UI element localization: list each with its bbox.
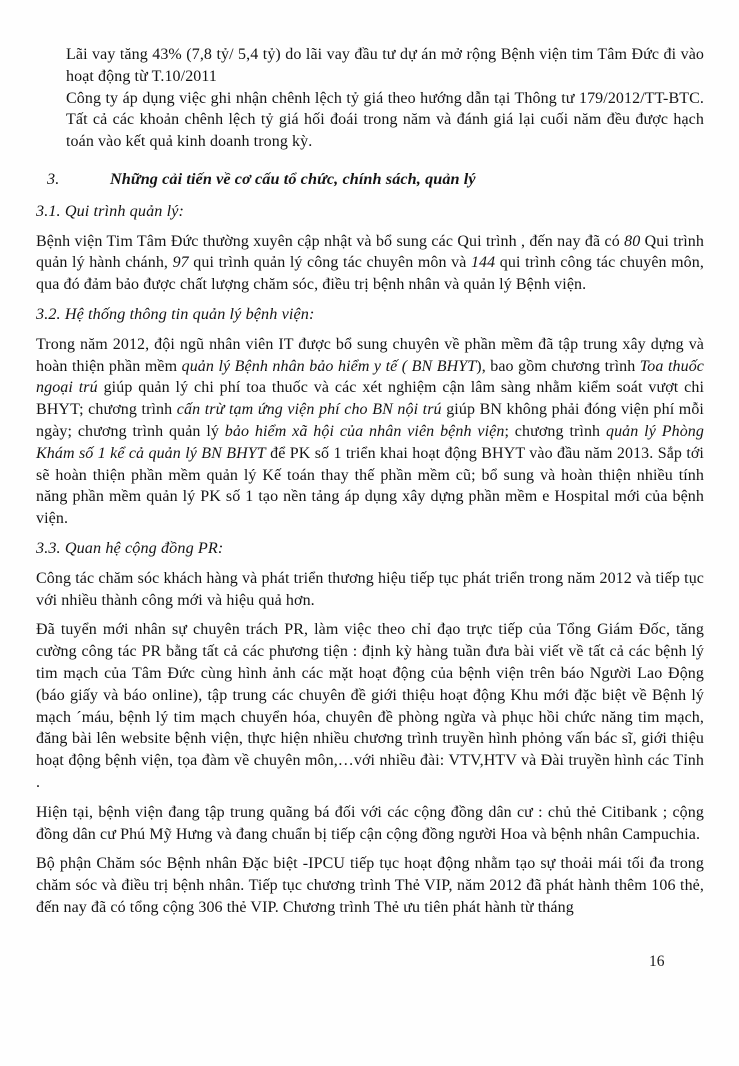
text-run: Bệnh viện Tim Tâm Đức thường xuyên cập nhật và bổ sung các Qui trình , đến nay đã có xyxy=(36,232,625,250)
text-run-italic-software-toa-thuoc: Toa thuốc ngoại trú xyxy=(36,357,704,397)
intro-block xyxy=(36,44,704,153)
text-run: để PK số 1 triển khai hoạt động BHYT vào đầu năm 2013. Sắp tới sẽ hoàn thiện phần mềm quản lý Kế toán thay thế phần mềm cũ; bổ sung và hoàn thiện nhiều tính năng phần mềm quản lý PK số 1 tạo nền tảng áp dụng xây dựng phần mềm e Hospital mới của bệnh viện. xyxy=(36,444,704,528)
text-run-italic-software-can-tru: cấn trừ tạm ứng viện phí cho BN nội trú xyxy=(176,401,442,419)
paragraph-customer-care: Công tác chăm sóc khách hàng và phát triển thương hiệu tiếp tục phát triển trong năm 2012 và tiếp tục với nhiều thành công mới và hiệu quả hơn. xyxy=(36,569,704,609)
paragraph-community-outreach: Hiện tại, bệnh viện đang tập trung quãng bá đối với các cộng đồng dân cư : chủ thẻ Citibank ; cộng đồng dân cư Phú Mỹ Hưng và đang chuẩn bị tiếp cận cộng đồng người Hoa và bệnh nhân Campuchia. xyxy=(36,803,704,843)
section-3-3-heading: 3.3. Quan hệ cộng đồng PR: xyxy=(36,538,224,557)
text-run: qui trình quản lý công tác chuyên môn và xyxy=(188,254,471,272)
text-run: giúp quản lý chi phí toa thuốc và các xét nghiệm cận lâm sàng nhằm kiểm soát vượt chi BHYT; chương trình xyxy=(36,379,704,419)
text-run: Qui trình quản lý hành chánh, xyxy=(36,232,704,272)
section-3-1-heading: 3.1. Qui trình quản lý: xyxy=(36,201,184,220)
text-run: ), bao gồm chương trình xyxy=(476,357,640,375)
text-run-italic-count-97: 97 xyxy=(172,254,189,272)
page-number: 16 xyxy=(649,953,665,970)
section-3-heading xyxy=(36,169,704,191)
text-run-italic-software-bhxh: bảo hiểm xã hội của nhân viên bệnh viện xyxy=(224,422,505,440)
page-content xyxy=(36,44,704,927)
text-run-italic-count-144: 144 xyxy=(470,254,496,272)
paragraph-exchange-rate-policy: Công ty áp dụng việc ghi nhận chênh lệch tỷ giá theo hướng dẫn tại Thông tư 179/2012/TT-BTC. Tất cả các khoản chênh lệch tỷ giá hối đoái trong năm và đánh giá lại cuối năm đều được hạch toán vào kết quả kinh doanh trong kỳ. xyxy=(66,89,704,151)
text-run-italic-software-phong-kham: quản lý Phòng Khám số 1 kể cả quản lý BN BHYT xyxy=(36,422,704,462)
section-3-number: 3. xyxy=(47,169,60,188)
paragraph-qui-trinh xyxy=(36,231,704,296)
paragraph-ipcu-vip-cards: Bộ phận Chăm sóc Bệnh nhân Đặc biệt -IPCU tiếp tục hoạt động nhằm tạo sự thoải mái tối đa trong chăm sóc và điều trị bệnh nhân. Tiếp tục chương trình Thẻ VIP, năm 2012 đã phát hành thêm 106 thẻ, đến nay đã có tổng cộng 306 thẻ VIP. Chương trình Thẻ ưu tiên phát hành từ tháng xyxy=(36,855,704,916)
text-run: ; chương trình xyxy=(504,422,606,440)
text-run-italic-software-bhyt: quản lý Bệnh nhân bảo hiểm y tế ( BN BHYT xyxy=(181,357,477,375)
section-3-2-heading: 3.2. Hệ thống thông tin quản lý bệnh viện: xyxy=(36,304,315,323)
paragraph-it-software xyxy=(36,334,704,530)
text-run: Trong năm 2012, đội ngũ nhân viên IT được bổ sung chuyên về phần mềm đã tập trung xây dựng và hoàn thiện phần mềm xyxy=(36,335,704,375)
text-run: giúp BN không phải đóng viện phí mỗi ngày; chương trình quản lý xyxy=(36,401,704,440)
text-run-italic-count-80: 80 xyxy=(624,232,641,250)
paragraph-loan-interest: Lãi vay tăng 43% (7,8 tỷ/ 5,4 tỷ) do lãi vay đầu tư dự án mở rộng Bệnh viện tim Tâm Đức đi vào hoạt động từ T.10/2011 xyxy=(66,46,704,85)
text-run: qui trình công tác chuyên môn, qua đó đảm bảo được chất lượng chăm sóc, điều trị bệnh nhân và quản lý Bệnh viện. xyxy=(36,254,704,294)
section-3-title: Những cải tiến về cơ cấu tổ chức, chính sách, quản lý xyxy=(110,169,476,188)
paragraph-pr-activities: Đã tuyển mới nhân sự chuyên trách PR, làm việc theo chỉ đạo trực tiếp của Tổng Giám Đốc, tăng cường công tác PR bằng tất cả các phương tiện : định kỳ hàng tuần đưa bài viết về tất cả các bệnh lý tim mạch của Tâm Đức cùng hình ảnh các mặt hoạt động của bệnh viện trên báo Người Lao Động (báo giấy và báo online), tập trung các chuyên đề giới thiệu hoạt động Khu mới đặc biệt về Bệnh lý mạch ´máu, bệnh lý tim mạch chuyển hóa, chuyên đề phòng ngừa và phục hồi chức năng tim mạch, đăng bài lên website bệnh viện, thực hiện nhiều chương trình truyền hình phỏng vấn bác sĩ, giới thiệu hoạt động bệnh viện, tọa đàm về chuyên môn,…với nhiều đài: VTV,HTV và Đài truyền hình các Tỉnh . xyxy=(36,621,704,791)
